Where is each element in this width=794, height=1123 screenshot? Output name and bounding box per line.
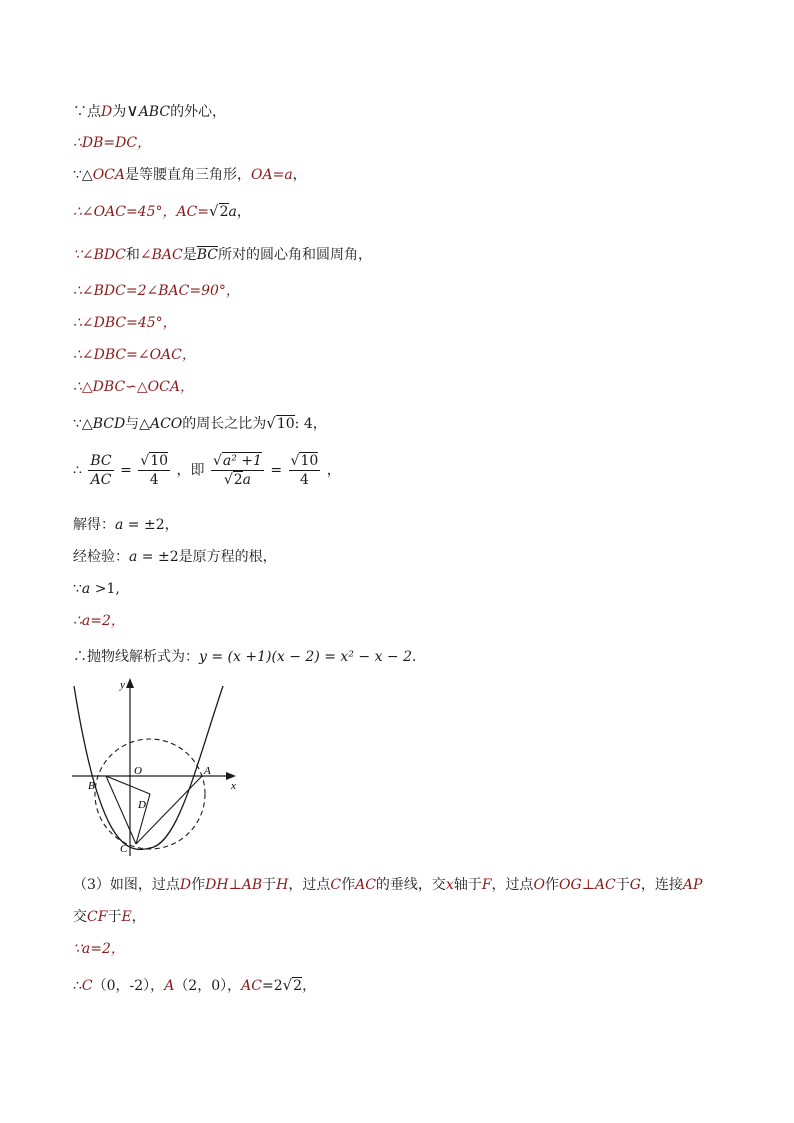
text: = ±2， [123, 517, 179, 533]
label-D: D [138, 799, 146, 811]
text: 的外心， [170, 104, 227, 120]
label-O: O [134, 765, 142, 777]
line-2: ∴DB=DC， [73, 135, 152, 151]
text: ∴抛物线解析式为： [73, 649, 199, 665]
text: 是等腰直角三角形， [125, 167, 251, 183]
line-6: ∴∠BDC=2∠BAC=90°， [73, 283, 240, 299]
radicand: 2 [219, 204, 229, 220]
radicand: 10 [150, 453, 169, 469]
text: 是原方程的根， [178, 549, 277, 565]
line-17b: 交CF于E， [73, 909, 146, 925]
text: ∴∠OAC=45°， [73, 204, 177, 220]
sqrt-symbol: √ [212, 453, 222, 469]
denominator: 4 [299, 472, 309, 488]
fraction-sqrt10-4 [138, 452, 170, 489]
arc-BC: $\overline{BC}$ [196, 247, 218, 263]
line-8: ∴∠DBC=∠OAC， [73, 347, 196, 363]
var: a [129, 549, 138, 565]
text: 经检验： [73, 549, 129, 565]
denominator: AC [90, 472, 112, 488]
line-7: ∴∠DBC=45°， [73, 315, 177, 331]
text: 和 [125, 247, 140, 263]
text: ∵△ [73, 167, 93, 183]
text: AC= [176, 204, 210, 220]
label-B: B [88, 780, 95, 792]
denominator: 4 [149, 472, 159, 488]
label-C: C [120, 843, 128, 855]
fraction-a2-sqrt2a [211, 452, 264, 489]
var: BCD [92, 416, 126, 432]
text: ，即 [176, 462, 205, 479]
var-ABC: ABC [138, 104, 171, 120]
var-D: D [101, 104, 113, 120]
sqrt-symbol: √ [209, 202, 219, 220]
line-15: ∴a=2， [73, 613, 125, 629]
text: : 4， [294, 416, 327, 432]
sqrt-symbol: √ [223, 472, 233, 488]
line-19: ∴C（0，-2），A（2，0），AC=2√2， [73, 976, 317, 994]
text: ∴ [73, 462, 82, 479]
label-y: y [120, 679, 125, 691]
parabola-circle-figure [68, 676, 248, 858]
sqrt-symbol: √ [266, 414, 276, 432]
line-18: ∵a=2， [73, 941, 125, 957]
line-13 [73, 548, 277, 566]
triangle-symbol: ∨ [126, 101, 139, 121]
line-17a: （3）如图，过点D作DH⊥AB于H，过点C作AC的垂线，交x轴于F，过点O作OG⊥AC于G，连接AP [73, 877, 703, 893]
line-9: ∴△DBC∽△OCA， [73, 379, 194, 395]
line-10 [73, 414, 327, 433]
var: OCA [92, 167, 125, 183]
x-axis-arrow-icon [226, 772, 236, 780]
radicand: 10 [276, 416, 295, 432]
y-axis-arrow-icon [126, 678, 134, 688]
numerator: BC [90, 453, 112, 469]
fraction-sqrt10-4-b [289, 452, 321, 489]
label-A: A [204, 765, 211, 777]
equals: = [270, 462, 283, 479]
line-3 [73, 166, 307, 184]
var: OA=a [251, 167, 293, 183]
text: ∠BAC [139, 247, 183, 263]
text: ， [326, 462, 341, 479]
text: >1, [90, 581, 120, 597]
text: 解得： [73, 517, 115, 533]
line-16 [73, 648, 426, 666]
sqrt-symbol: √ [140, 453, 150, 469]
line-1 [73, 102, 226, 121]
parabola [74, 686, 223, 849]
text: 的周长之比为 [182, 416, 267, 432]
radicand: 2 [233, 472, 243, 488]
line-4 [73, 202, 251, 221]
equation: y = (x +1)(x − 2) = x² − x − 2 [199, 649, 413, 665]
text: 所对的圆心角和圆周角， [217, 247, 372, 263]
text: = ±2 [137, 549, 179, 565]
var: a [242, 472, 252, 488]
var: a [228, 204, 237, 220]
text: ∵∠BDC [73, 247, 126, 263]
text: 是 [182, 247, 197, 263]
text: 为 [112, 104, 127, 120]
line-14 [73, 580, 120, 598]
text: ， [292, 167, 307, 183]
radicand: a² +1 [222, 453, 262, 469]
line-12 [73, 516, 179, 534]
line-11 [73, 452, 341, 489]
var: ACO [149, 416, 183, 432]
text: ∵点 [73, 104, 101, 120]
text: ∵△ [73, 416, 93, 432]
radicand: 10 [300, 453, 319, 469]
var: a [115, 517, 124, 533]
text: 与△ [125, 416, 150, 432]
text: ∵ [73, 581, 82, 597]
fraction-bc-ac [88, 452, 113, 489]
text: ． [412, 649, 427, 665]
sqrt-symbol: √ [290, 453, 300, 469]
var: a [81, 581, 91, 597]
label-x: x [231, 780, 236, 792]
line-5 [73, 246, 372, 264]
text: ， [236, 204, 251, 220]
equals: = [120, 462, 132, 479]
